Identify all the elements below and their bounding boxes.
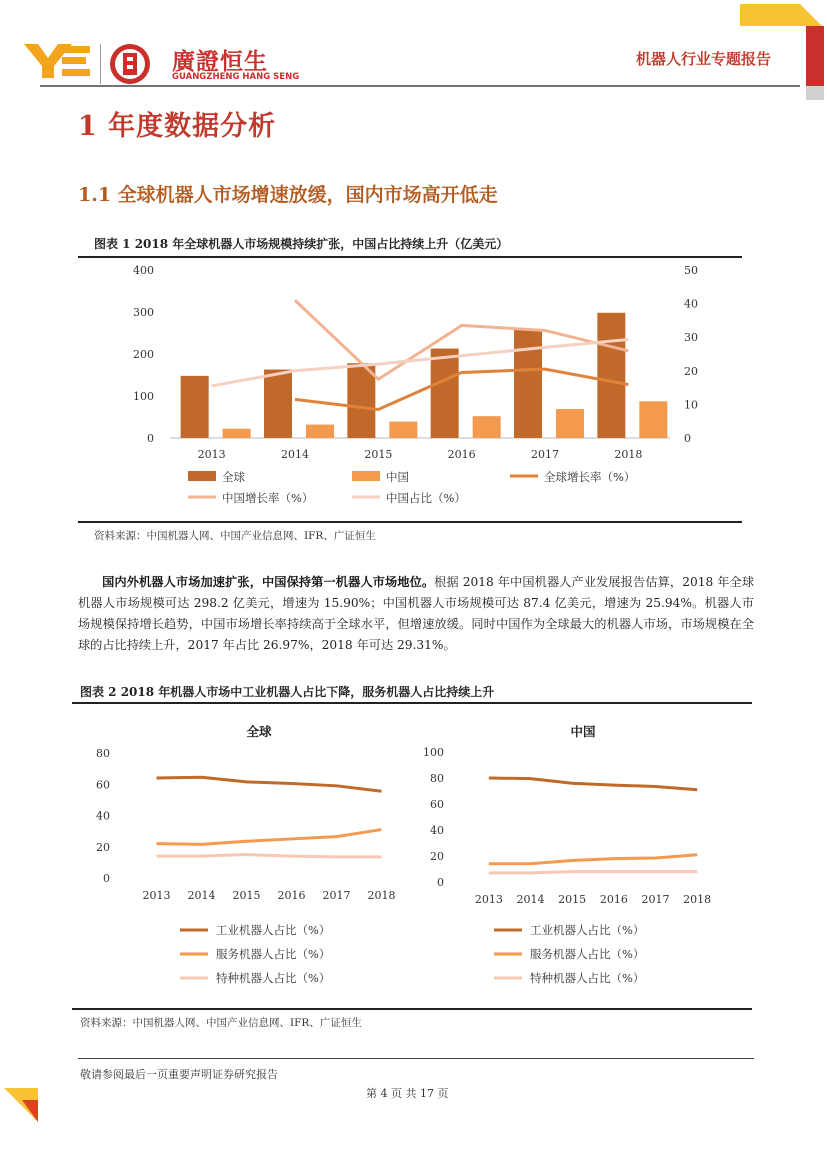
subsection-heading: 1.1 全球机器人市场增速放缓，国内市场高开低走 — [78, 184, 498, 206]
right-tick-label: 50 — [684, 264, 698, 277]
x-tick-label: 2016 — [277, 889, 306, 902]
figure2-chart-china — [412, 716, 752, 1006]
legend-label: 特种机器人占比（%） — [216, 971, 331, 985]
chart-title: 中国 — [570, 724, 596, 739]
figure1-chart — [78, 258, 742, 520]
paragraph-lead: 国内外机器人市场加速扩张，中国保持第一机器人市场地位。 — [102, 575, 435, 589]
legend-label: 全球增长率（%） — [544, 470, 636, 484]
emblem-icon — [108, 42, 156, 90]
body-paragraph — [78, 572, 754, 656]
right-tick-label: 20 — [684, 364, 698, 378]
series-line-0 — [295, 369, 628, 409]
bar-global — [597, 313, 625, 438]
series-line-0 — [489, 778, 697, 790]
y-tick-label: 0 — [437, 876, 444, 889]
series-line-1 — [489, 855, 697, 864]
x-tick-label: 2015 — [558, 893, 587, 906]
x-tick-label: 2017 — [531, 448, 559, 461]
x-tick-label: 2015 — [364, 448, 393, 461]
x-tick-label: 2018 — [683, 893, 712, 906]
legend-swatch — [188, 471, 216, 481]
figure1-title: 图表 1 2018 年全球机器人市场规模持续扩张，中国占比持续上升（亿美元） — [94, 237, 509, 251]
paragraph-text: 根据 2018 年中国机器人产业发展报告估算，2018 年全球机器人市场规模可达 298.2 亿美元，增速为 15.90%；中国机器人市场规模可达 87.4 亿美元，增速为 25.94%。机器人市场规模保持增长趋势，中国市场增长率持续高于全球水平，但增速放缓。同时中国作为全球最大的机器人市场，市场规模在全球的占比持续上升，2017 年占比 26.97%，2018 年可达 29.31%。 — [78, 575, 755, 652]
left-tick-label: 300 — [133, 306, 154, 319]
bar-global — [264, 370, 292, 438]
figure2-bottom-rule — [72, 1008, 752, 1010]
figure2-top-rule — [72, 702, 752, 704]
logo-cn-text: 廣證恒生 — [172, 49, 268, 75]
x-tick-label: 2013 — [197, 448, 226, 461]
legend-label: 服务机器人占比（%） — [216, 947, 331, 961]
bar-china — [556, 409, 584, 438]
series-line-2 — [489, 872, 697, 873]
right-tick-label: 10 — [684, 398, 698, 412]
x-tick-label: 2013 — [474, 893, 503, 906]
figure1-source: 资料来源：中国机器人网、中国产业信息网、IFR、广证恒生 — [94, 530, 376, 542]
side-bar-red — [806, 26, 824, 86]
bar-china — [473, 416, 501, 438]
figure1-bottom-rule — [78, 521, 742, 523]
logo-ye-icon — [24, 40, 94, 80]
bar-global — [431, 349, 459, 438]
legend-label: 中国 — [386, 470, 409, 484]
x-tick-label: 2017 — [641, 893, 670, 906]
hangseng-emblem — [108, 42, 156, 94]
y-tick-label: 40 — [430, 824, 444, 837]
x-tick-label: 2016 — [599, 893, 628, 906]
left-tick-label: 200 — [133, 348, 154, 361]
right-tick-label: 0 — [684, 432, 691, 445]
legend-label: 中国增长率（%） — [222, 491, 314, 505]
bar-china — [223, 429, 251, 438]
figure2-chart-global — [72, 716, 412, 1006]
y-tick-label: 40 — [96, 809, 110, 823]
report-title: 机器人行业专题报告 — [636, 50, 772, 68]
series-line-0 — [157, 777, 382, 791]
corner-ribbon-yellow — [740, 4, 822, 26]
figure2-source: 资料来源：中国机器人网、中国产业信息网、IFR、广证恒生 — [80, 1017, 362, 1029]
y-tick-label: 60 — [430, 798, 444, 811]
figure2-title: 图表 2 2018 年机器人市场中工业机器人占比下降，服务机器人占比持续上升 — [80, 685, 495, 699]
y-tick-label: 60 — [96, 778, 110, 792]
chart-title: 全球 — [246, 724, 272, 739]
footer-disclaimer: 敬请参阅最后一页重要声明证券研究报告 — [80, 1068, 278, 1081]
bar-china — [306, 425, 334, 438]
y-tick-label: 0 — [103, 872, 110, 885]
legend-label: 特种机器人占比（%） — [530, 971, 645, 985]
x-tick-label: 2018 — [614, 448, 643, 461]
x-tick-label: 2016 — [447, 448, 476, 461]
y-tick-label: 20 — [430, 850, 444, 863]
legend-label: 工业机器人占比（%） — [530, 923, 645, 937]
x-tick-label: 2014 — [516, 893, 545, 906]
section-heading: 1 年度数据分析 — [78, 111, 277, 142]
x-tick-label: 2013 — [142, 889, 171, 902]
legend-swatch — [352, 471, 380, 481]
x-tick-label: 2014 — [281, 448, 309, 461]
x-tick-label: 2018 — [367, 889, 396, 902]
y-tick-label: 80 — [96, 747, 110, 760]
legend-label: 中国占比（%） — [386, 491, 466, 505]
legend-label: 服务机器人占比（%） — [530, 947, 645, 961]
series-line-2 — [157, 855, 382, 857]
left-tick-label: 0 — [147, 432, 154, 445]
company-logo-mark — [24, 40, 94, 80]
y-tick-label: 20 — [96, 840, 110, 854]
bar-global — [181, 376, 209, 438]
bar-china — [389, 422, 417, 438]
page-number: 第 4 页 共 17 页 — [366, 1087, 449, 1100]
x-tick-label: 2014 — [187, 889, 216, 902]
bar-global — [514, 330, 542, 438]
legend-label: 全球 — [222, 470, 245, 484]
footer-rule — [78, 1058, 754, 1059]
x-tick-label: 2015 — [232, 889, 261, 902]
series-line-1 — [157, 830, 382, 845]
bar-china — [639, 401, 667, 438]
right-tick-label: 40 — [684, 297, 698, 311]
bar-global — [347, 363, 375, 438]
y-tick-label: 100 — [423, 746, 444, 759]
left-tick-label: 400 — [133, 264, 154, 277]
logo-en-text: GUANGZHENG HANG SENG — [172, 72, 300, 82]
left-tick-label: 100 — [133, 390, 154, 403]
y-tick-label: 80 — [430, 772, 444, 785]
x-tick-label: 2017 — [322, 889, 351, 902]
footer-corner-graphic — [0, 1086, 44, 1126]
right-tick-label: 30 — [684, 331, 698, 345]
legend-label: 工业机器人占比（%） — [216, 923, 331, 937]
